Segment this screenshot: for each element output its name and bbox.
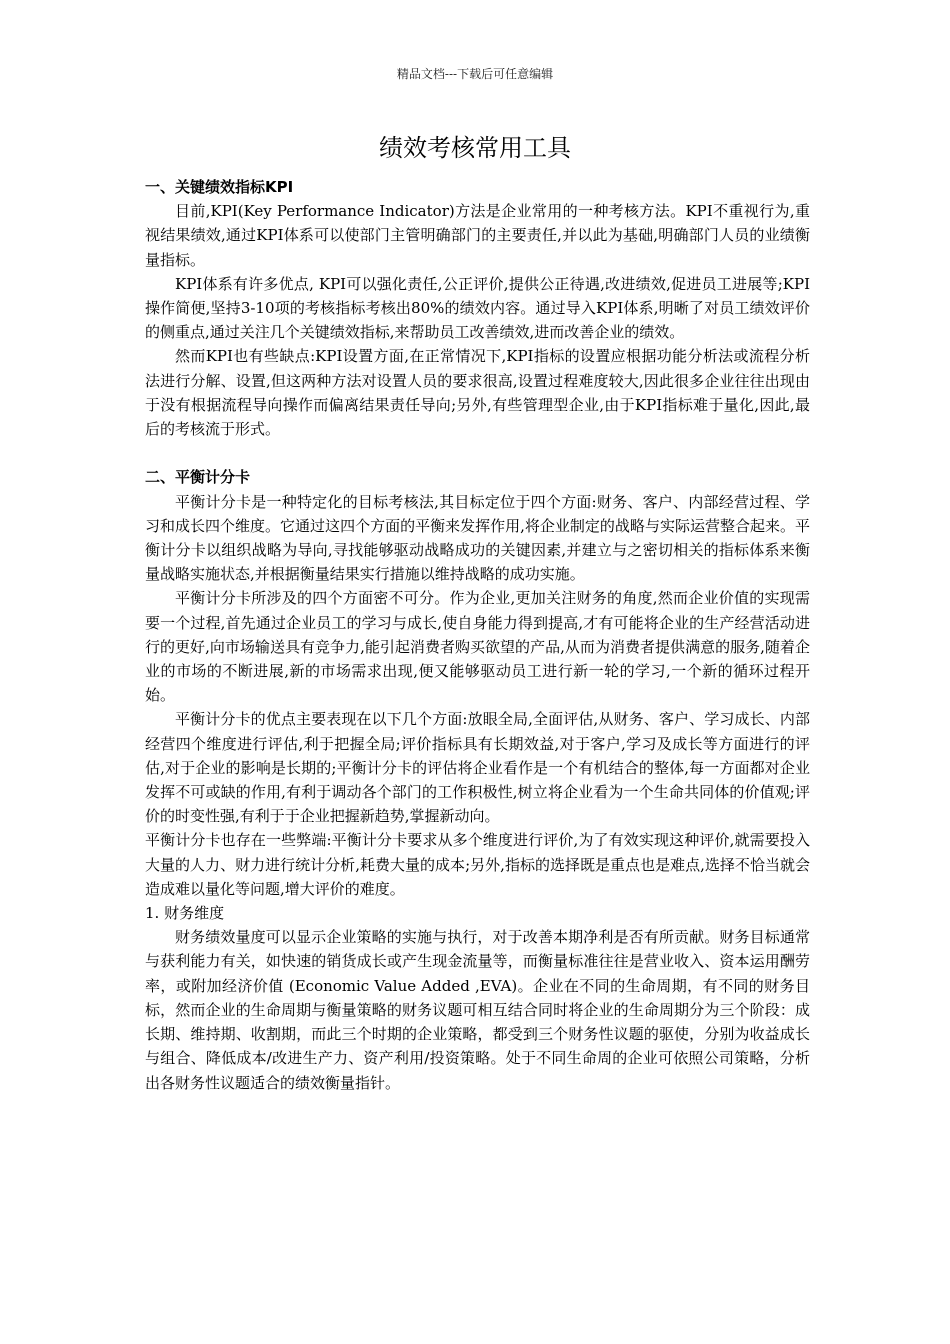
- kpi-paragraph-3: 然而KPI也有些缺点:KPI设置方面,在正常情况下,KPI指标的设置应根据功能分析法或流程分析法进行分解、设置,但这两种方法对设置人员的要求很高,设置过程难度较大,因此很多企业往往出现由于没有根据流程导向操作而偏离结果责任导向;另外,有些管理型企业,由于KPI指标难于量化,因此,最后的考核流于形式。: [145, 347, 810, 439]
- finance-dimension-paragraph: 财务绩效量度可以显示企业策略的实施与执行，对于改善本期净利是否有所贡献。财务目标通常与获利能力有关，如快速的销货成长或产生现金流量等，而衡量标准往往是营业收入、资本运用酬劳率，或附加经济价值 (Economic Value Added ,EVA)。企业在不同的生命周期，有不同的财务目标，然而企业的生命周期与衡量策略的财务议题可相互结合同时将企业的生命周期分为三个阶段：成长期、维持期、收割期，而此三个时期的企业策略，都受到三个财务性议题的驱使，分别为收益成长与组合、降低成本/改进生产力、资产利用/投资策略。处于不同生命周的企业可依照公司策略，分析出各财务性议题适合的绩效衡量指针。: [145, 928, 810, 1092]
- bsc-paragraph-3: 平衡计分卡的优点主要表现在以下几个方面:放眼全局,全面评估,从财务、客户、学习成长、内部经营四个维度进行评估,利于把握全局;评价指标具有长期效益,对于客户,学习及成长等方面进行的评估,对于企业的影响是长期的;平衡计分卡的评估将企业看作是一个有机结合的整体,每一方面都对企业发挥不可或缺的作用,有利于调动各个部门的工作积极性,树立将企业看为一个生命共同体的价值观;评价的时变性强,有利于于企业把握新趋势,掌握新动向。: [145, 710, 810, 826]
- kpi-paragraph-1: 目前,KPI(Key Performance Indicator)方法是企业常用的一种考核方法。KPI不重视行为,重视结果绩效,通过KPI体系可以使部门主管明确部门的主要责任,并以此为基础,明确部门人员的业绩衡量指标。: [145, 202, 810, 269]
- document-body: [145, 175, 810, 1095]
- bsc-paragraph-4: 平衡计分卡也存在一些弊端:平衡计分卡要求从多个维度进行评价,为了有效实现这种评价,就需要投入大量的人力、财力进行统计分析,耗费大量的成本;另外,指标的选择既是重点也是难点,选择不恰当就会造成难以量化等问题,增大评价的难度。: [145, 831, 810, 898]
- section-heading-kpi: 一、关键绩效指标KPI: [145, 178, 294, 196]
- bsc-paragraph-1: 平衡计分卡是一种特定化的目标考核法,其目标定位于四个方面:财务、客户、内部经营过程、学习和成长四个维度。它通过这四个方面的平衡来发挥作用,将企业制定的战略与实际运营整合起来。平衡计分卡以组织战略为导向,寻找能够驱动战略成功的关键因素,并建立与之密切相关的指标体系来衡量战略实施状态,并根据衡量结果实行措施以维持战略的成功实施。: [145, 492, 810, 584]
- section-heading-bsc: 二、平衡计分卡: [145, 468, 251, 487]
- header-note: 精品文档---下载后可任意编辑: [396, 67, 554, 81]
- section-spacer: [145, 441, 810, 465]
- bsc-paragraph-2: 平衡计分卡所涉及的四个方面密不可分。作为企业,更加关注财务的角度,然而企业价值的实现需要一个过程,首先通过企业员工的学习与成长,使自身能力得到提高,才有可能将企业的生产经营活动进行的更好,向市场输送具有竞争力,能引起消费者购买欲望的产品,从而为消费者提供满意的服务,随着企业的市场的不断进展,新的市场需求出现,便又能够驱动员工进行新一轮的学习,一个新的循环过程开始。: [145, 589, 810, 705]
- finance-dimension-label: 1. 财务维度: [145, 904, 225, 923]
- document-title: 绩效考核常用工具: [379, 134, 571, 162]
- kpi-paragraph-2: KPI体系有许多优点, KPI可以强化责任,公正评价,提供公正待遇,改进绩效,促进员工进展等;KPI操作简便,坚持3-10项的考核指标考核出80%的绩效内容。通过导入KPI体系,明晰了对员工绩效评价的侧重点,通过关注几个关键绩效指标,来帮助员工改善绩效,进而改善企业的绩效。: [145, 274, 810, 342]
